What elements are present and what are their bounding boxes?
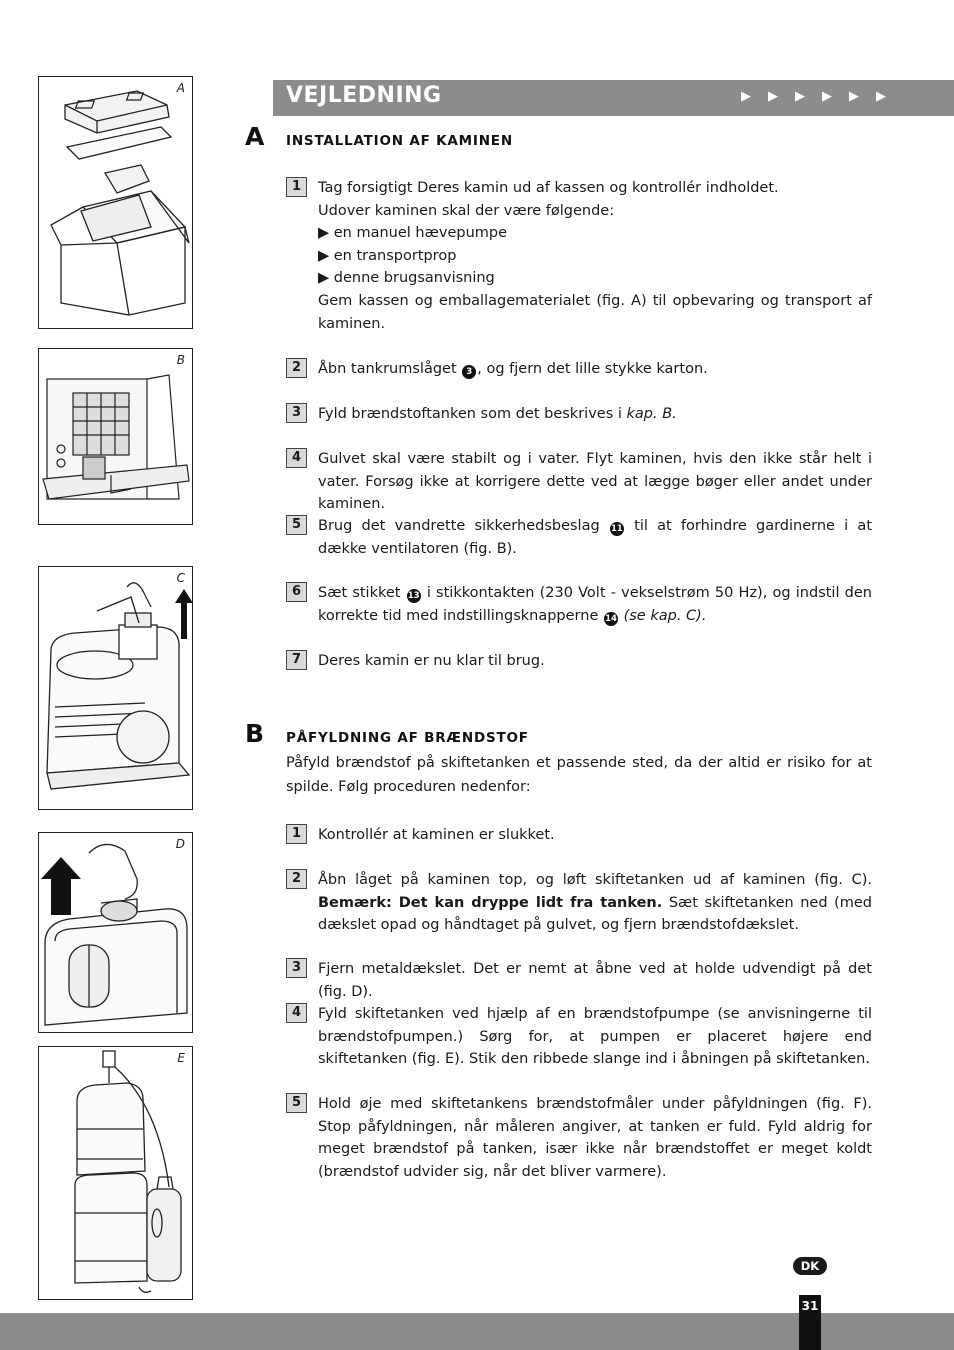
figure-b-illustration xyxy=(39,349,192,524)
text-run: Brug det vandrette sikkerhedsbeslag xyxy=(318,518,609,534)
step-number: 3 xyxy=(286,958,307,978)
step-text xyxy=(318,358,872,381)
list-item: ▶ en manuel hævepumpe xyxy=(318,225,508,242)
section-a-step-1 xyxy=(286,177,872,335)
section-b-step-4 xyxy=(286,1003,872,1071)
text-run: Sæt stikket xyxy=(318,585,406,601)
step-line: Tag forsigtigt Deres kamin ud af kassen og kontrollér indholdet. xyxy=(318,180,779,196)
section-b-letter: B xyxy=(245,719,265,748)
step-number: 6 xyxy=(286,582,307,602)
note-text: Bemærk: Det kan dryppe lidt fra tanken. xyxy=(318,894,663,911)
step-number: 4 xyxy=(286,448,307,468)
text-run: , og fjern det lille stykke karton. xyxy=(477,361,708,377)
text-run: Åbn tankrumslåget xyxy=(318,361,462,377)
figure-e-label: E xyxy=(177,1051,185,1065)
figure-e xyxy=(38,1046,193,1300)
step-line: Udover kaminen skal der være følgende: xyxy=(318,202,615,219)
figure-c-illustration xyxy=(39,567,192,809)
reference-number-icon: 13 xyxy=(407,591,420,601)
figure-d-label: D xyxy=(175,837,185,851)
step-text: Fyld skiftetanken ved hjælp af en brændstofpumpe (se anvisningerne til brændstofpumpen.) Sørg for, at pumpen er placeret højere end skiftetanken (fig. E). Stik den ribbede slange ind i åbningen på skiftetanken. xyxy=(318,1006,872,1068)
step-number: 4 xyxy=(286,1003,307,1023)
text-run: i stikkontakten (230 Volt - vekselstrøm 50 Hz), og indstil den korrekte tid med indstillingsknapperne xyxy=(318,585,872,624)
text-run: Fyld brændstoftanken som det beskrives i xyxy=(318,406,627,422)
figure-a-label: A xyxy=(176,81,185,95)
figure-d-illustration xyxy=(39,833,192,1032)
step-text: Gulvet skal være stabilt og i vater. Flyt kaminen, hvis den ikke står helt i vater. Forsøg ikke at korrigere dette ved at lægge bøger eller andet under kaminen. xyxy=(318,451,872,513)
section-a-step-7 xyxy=(286,650,872,673)
step-line: Gem kassen og emballagematerialet (fig. A) til opbevaring og transport af kaminen. xyxy=(318,292,872,332)
step-number: 3 xyxy=(286,403,307,423)
step-text xyxy=(318,869,872,937)
arrow-icon: ▶ xyxy=(849,89,859,104)
page-number: 31 xyxy=(799,1295,821,1350)
header-arrows xyxy=(741,89,886,104)
step-number: 2 xyxy=(286,869,307,889)
reference-number-icon: 14 xyxy=(605,613,617,624)
section-a-step-5 xyxy=(286,515,872,560)
section-a-step-2 xyxy=(286,358,872,381)
figure-a xyxy=(38,76,193,329)
reference-number-icon: 11 xyxy=(610,524,623,534)
step-number: 1 xyxy=(286,177,307,197)
reference-number-icon: 3 xyxy=(462,365,476,379)
arrow-icon: ▶ xyxy=(822,89,832,104)
section-a-step-3 xyxy=(286,403,872,426)
step-text xyxy=(318,177,872,335)
section-b-step-2 xyxy=(286,869,872,937)
figure-c-label: C xyxy=(176,571,185,585)
section-b-step-5 xyxy=(286,1093,872,1183)
section-b-intro: Påfyld brændstof på skiftetanken et passende sted, da der altid er risiko for at spilde. Følg proceduren nedenfor: xyxy=(286,755,872,795)
text-run: Åbn låget på kaminen top, og løft skiftetanken ud af kaminen (fig. C). xyxy=(318,872,872,888)
figure-e-illustration xyxy=(39,1047,192,1299)
step-text: Fjern metaldækslet. Det er nemt at åbne ved at holde udvendigt på det (fig. D). xyxy=(318,961,872,1000)
text-run: til at forhindre gardinerne i at dække ventilatoren (fig. B). xyxy=(318,518,873,557)
step-text xyxy=(318,403,872,426)
step-number: 5 xyxy=(286,1093,307,1113)
section-b-step-3 xyxy=(286,958,872,1003)
step-number: 5 xyxy=(286,515,307,535)
step-text: Deres kamin er nu klar til brug. xyxy=(318,653,545,669)
list-item: ▶ denne brugsanvisning xyxy=(318,270,495,287)
section-b-title: PÅFYLDNING AF BRÆNDSTOF xyxy=(286,730,529,746)
figure-b xyxy=(38,348,193,525)
figure-b-label: B xyxy=(176,353,185,367)
step-number: 2 xyxy=(286,358,307,378)
section-a-letter: A xyxy=(245,122,265,151)
arrow-icon: ▶ xyxy=(876,89,886,104)
step-text: Kontrollér at kaminen er slukket. xyxy=(318,827,555,843)
arrow-icon: ▶ xyxy=(741,89,751,104)
section-a-step-6 xyxy=(286,582,872,627)
step-number: 7 xyxy=(286,650,307,670)
figure-d xyxy=(38,832,193,1033)
header-bar xyxy=(273,80,954,116)
section-b-step-1 xyxy=(286,824,872,847)
step-text: Hold øje med skiftetankens brændstofmåler under påfyldningen (fig. F). Stop påfyldningen, når måleren angiver, at tanken er fuld. Fyld aldrig for meget brændstof på tanken, især ikke når brændstoffet er meget koldt (brændstof udvider sig, når det bliver varmere). xyxy=(318,1096,872,1180)
text-run: Sæt skiftetanken ned (med dækslet opad og håndtaget på gulvet, og fjern brændstofdækslet. xyxy=(318,894,872,934)
step-text xyxy=(318,582,872,627)
section-a-step-4 xyxy=(286,448,872,516)
language-badge: DK xyxy=(793,1257,827,1275)
step-text xyxy=(318,515,872,560)
figure-c xyxy=(38,566,193,810)
step-number: 1 xyxy=(286,824,307,844)
list-item: ▶ en transportprop xyxy=(318,247,457,264)
chapter-reference: (se kap. C). xyxy=(618,607,707,624)
arrow-icon: ▶ xyxy=(768,89,778,104)
figure-a-illustration xyxy=(39,77,192,328)
arrow-icon: ▶ xyxy=(795,89,805,104)
chapter-reference: kap. B. xyxy=(626,406,677,422)
page-title: VEJLEDNING xyxy=(286,83,442,108)
section-a-title: INSTALLATION AF KAMINEN xyxy=(286,133,513,149)
